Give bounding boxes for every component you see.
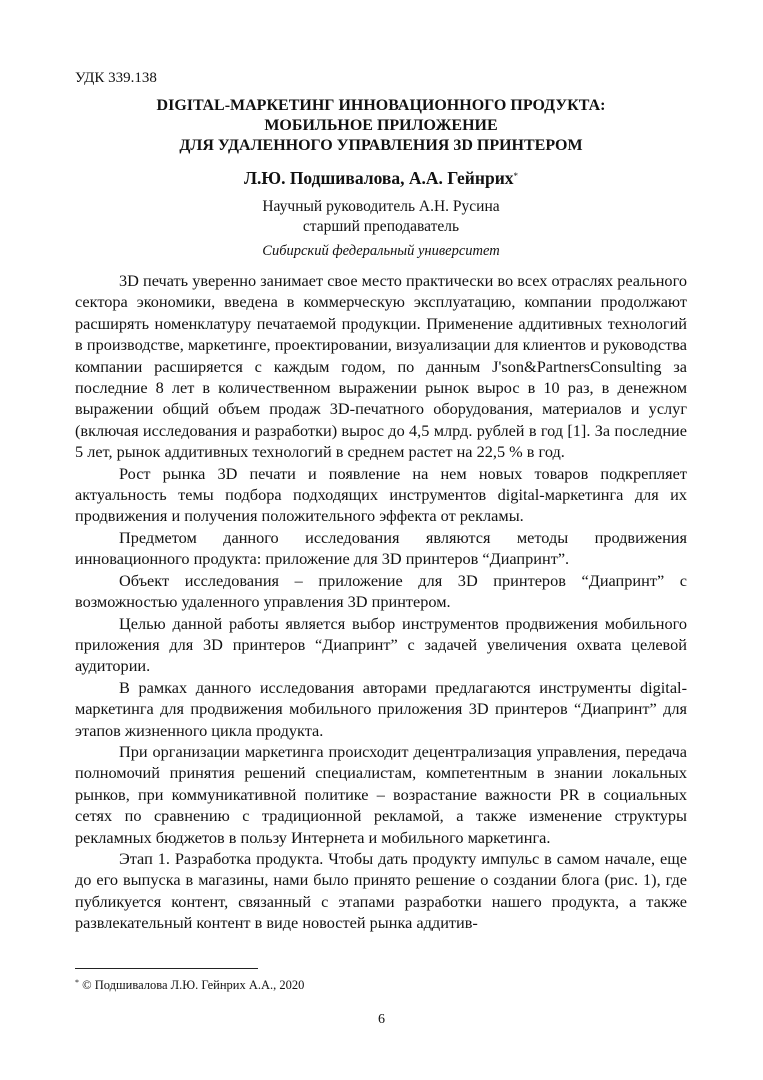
page-number: 6: [378, 1012, 385, 1027]
footnote-divider: [75, 968, 258, 969]
supervisor: [75, 197, 687, 237]
paragraph: Объект исследования – приложение для 3D принтеров “Диапринт” с возможностью удаленного управления 3D принтером.: [75, 570, 687, 612]
paragraph: 3D печать уверенно занимает свое место практически во всех отраслях реального сектора экономики, введена в коммерческую эксплуатацию, компании продолжают расширять номенклатуру печатаемой продукции. Применение аддитивных технологий в производстве, маркетинге, проектировании, визуализации для клиентов и руководства компании расширяется с каждым годом, по данным J'son&PartnersConsulting за последние 8 лет в количественном выражении рынок вырос в 10 раз, в денежном выражении общий объем продаж 3D-печатного оборудования, материалов и услуг (включая исследования и разработки) вырос до 4,5 млрд. рублей в год [1]. За последние 5 лет, рынок аддитивных технологий в среднем растет на 22,5 % в год.: [75, 271, 687, 462]
article-title: [75, 96, 687, 156]
title-line-2: МОБИЛЬНОЕ ПРИЛОЖЕНИЕ: [264, 117, 498, 134]
title-line-3: ДЛЯ УДАЛЕННОГО УПРАВЛЕНИЯ 3D ПРИНТЕРОМ: [179, 137, 583, 154]
paragraph: Этап 1. Разработка продукта. Чтобы дать продукту импульс в самом начале, еще до его выпуска в магазины, нами было принято решение о создании блога (рис. 1), где публикуется контент, связанный с этапами разработки нашего продукта, а также развлекательный контент в виде новостей рынка аддитив-: [75, 848, 687, 933]
supervisor-position: старший преподаватель: [302, 218, 460, 235]
affiliation: Сибирский федеральный университет: [262, 243, 500, 259]
footnote: [75, 978, 304, 993]
authors-footnote-mark: *: [513, 171, 519, 181]
footnote-mark: *: [75, 978, 79, 987]
paragraph: Рост рынка 3D печати и появление на нем новых товаров подкрепляет актуальность темы подбора подходящих инструментов digital-маркетинга для их продвижения и получения положительного эффекта от рекламы.: [75, 463, 687, 526]
udk-code: УДК 339.138: [75, 70, 157, 86]
paragraph: В рамках данного исследования авторами предлагаются инструменты digital-маркетинга для продвижения мобильного приложения 3D принтеров “Диапринт” для этапов жизненного цикла продукта.: [75, 677, 687, 740]
supervisor-name: Научный руководитель А.Н. Русина: [262, 198, 500, 215]
paragraph: Предметом данного исследования являются методы продвижения инновационного продукта: приложение для 3D принтеров “Диапринт”.: [75, 527, 687, 569]
article-body: [75, 270, 687, 934]
paragraph: Целью данной работы является выбор инструментов продвижения мобильного приложения для 3D принтеров “Диапринт” с задачей увеличения охвата целевой аудитории.: [75, 613, 687, 676]
authors-names: Л.Ю. Подшивалова, А.А. Гейнрих: [243, 168, 514, 188]
authors: [75, 167, 687, 189]
footnote-text: © Подшивалова Л.Ю. Гейнрих А.А., 2020: [82, 978, 305, 992]
paragraph: При организации маркетинга происходит децентрализация управления, передача полномочий принятия решений специалистам, компетентным в знании локальных рынков, при коммуникативной политике – возрастание важности PR в социальных сетях по сравнению с традиционной рекламой, а также изменение структуры рекламных бюджетов в пользу Интернета и мобильного маркетинга.: [75, 741, 687, 847]
title-line-1: DIGITAL-МАРКЕТИНГ ИННОВАЦИОННОГО ПРОДУКТА:: [156, 97, 606, 114]
